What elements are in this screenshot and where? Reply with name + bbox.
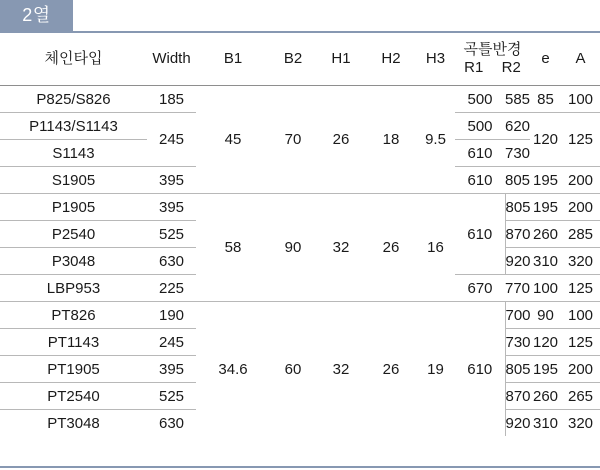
cell-e: 260 xyxy=(530,221,561,248)
table-row xyxy=(0,302,600,329)
cell-h2: 18 xyxy=(366,86,416,194)
cell-type: PT1143 xyxy=(0,329,147,356)
cell-e: 195 xyxy=(530,194,561,221)
cell-width: 525 xyxy=(147,221,196,248)
cell-width: 190 xyxy=(147,302,196,329)
header-b2: B2 xyxy=(270,33,316,86)
cell-e: 120 xyxy=(530,113,561,167)
cell-e: 195 xyxy=(530,167,561,194)
cell-e: 120 xyxy=(530,329,561,356)
cell-b2: 60 xyxy=(284,360,302,378)
cell-b2: 90 xyxy=(270,194,316,302)
header-e: e xyxy=(530,33,561,86)
table-row xyxy=(0,86,600,113)
cell-b1: 58 xyxy=(196,194,270,302)
cell-a: 285 xyxy=(561,221,600,248)
header-b1: B1 xyxy=(196,33,270,86)
table-row xyxy=(0,194,600,221)
cell-e: 100 xyxy=(530,275,561,302)
cell-width: 630 xyxy=(158,414,185,432)
cell-type: P2540 xyxy=(0,221,147,248)
cell-a: 320 xyxy=(561,248,600,275)
cell-r2: 870 xyxy=(505,383,530,410)
cell-type: PT826 xyxy=(0,302,147,329)
cell-r2: 805 xyxy=(505,194,530,221)
bottom-divider xyxy=(0,466,600,468)
cell-e: 195 xyxy=(530,356,561,383)
cell-width: 395 xyxy=(147,356,196,383)
header-r2: R2 xyxy=(501,59,521,76)
cell-width: 525 xyxy=(147,383,196,410)
cell-h3: 19 xyxy=(427,360,444,378)
cell-r1: 610 xyxy=(455,194,505,275)
header-bend-radius-label: 곡틀반경 xyxy=(463,41,522,58)
header-a: A xyxy=(561,33,600,86)
cell-a: 125 xyxy=(561,113,600,167)
cell-r2: 730 xyxy=(505,329,530,356)
cell-type: S1143 xyxy=(0,140,147,167)
cell-r2: 730 xyxy=(505,140,530,167)
cell-r2: 920 xyxy=(505,410,530,437)
cell-type: P825/S826 xyxy=(0,86,147,113)
cell-a: 200 xyxy=(561,167,600,194)
cell-b2: 70 xyxy=(270,86,316,194)
header-width: Width xyxy=(147,33,196,86)
cell-h1: 32 xyxy=(332,360,350,378)
cell-e: 310 xyxy=(532,414,559,432)
cell-r1: 610 xyxy=(455,140,505,167)
cell-r2: 770 xyxy=(505,275,530,302)
cell-b1: 34.6 xyxy=(218,360,248,378)
cell-a: 200 xyxy=(561,194,600,221)
cell-r1: 500 xyxy=(455,86,505,113)
cell-type: P1905 xyxy=(0,194,147,221)
cell-r2: 870 xyxy=(505,221,530,248)
cell-e: 85 xyxy=(530,86,561,113)
cell-type: P3048 xyxy=(0,248,147,275)
header-h1: H1 xyxy=(316,33,366,86)
cell-r2: 585 xyxy=(505,86,530,113)
cell-r1: 610 xyxy=(467,360,493,378)
cell-width: 185 xyxy=(147,86,196,113)
cell-e: 310 xyxy=(530,248,561,275)
header-r1: R1 xyxy=(464,59,484,76)
cell-b1: 45 xyxy=(196,86,270,194)
cell-a: 125 xyxy=(561,329,600,356)
cell-width: 245 xyxy=(147,329,196,356)
cell-r2: 805 xyxy=(505,356,530,383)
cell-r1: 610 xyxy=(455,167,505,194)
cell-h1: 26 xyxy=(316,86,366,194)
header-radius-subrow xyxy=(455,59,530,77)
cell-a: 200 xyxy=(561,356,600,383)
cell-a: 125 xyxy=(561,275,600,302)
cell-width: 630 xyxy=(147,248,196,275)
cell-h2: 26 xyxy=(366,194,416,302)
cell-type: P1143/S1143 xyxy=(0,113,147,140)
cell-type: LBP953 xyxy=(0,275,147,302)
cell-width: 395 xyxy=(147,194,196,221)
cell-type: PT2540 xyxy=(0,383,147,410)
header-h2: H2 xyxy=(366,33,416,86)
chain-spec-table xyxy=(0,33,600,436)
cell-type: PT1905 xyxy=(0,356,147,383)
header-bend-radius xyxy=(455,33,530,86)
cell-type: PT3048 xyxy=(47,414,100,432)
cell-type: S1905 xyxy=(0,167,147,194)
cell-r1: 670 xyxy=(455,275,505,302)
cell-r1: 500 xyxy=(455,113,505,140)
cell-e: 90 xyxy=(530,302,561,329)
cell-a: 265 xyxy=(561,383,600,410)
cell-a: 320 xyxy=(567,414,594,432)
cell-h3: 16 xyxy=(416,194,455,302)
cell-h2: 26 xyxy=(382,360,400,378)
cell-r2: 620 xyxy=(505,113,530,140)
cell-r2: 805 xyxy=(505,167,530,194)
cell-width: 225 xyxy=(147,275,196,302)
cell-r2: 920 xyxy=(505,248,530,275)
header-h3: H3 xyxy=(416,33,455,86)
header-chain-type: 체인타입 xyxy=(0,33,147,86)
cell-width: 245 xyxy=(147,113,196,167)
cell-h3: 9.5 xyxy=(416,86,455,194)
section-tag: 2열 xyxy=(0,0,73,31)
cell-a: 100 xyxy=(561,302,600,329)
table-header-row xyxy=(0,33,600,86)
cell-r2: 700 xyxy=(505,302,530,329)
cell-h1: 32 xyxy=(316,194,366,302)
cell-e: 260 xyxy=(530,383,561,410)
cell-a: 100 xyxy=(561,86,600,113)
cell-width: 395 xyxy=(147,167,196,194)
